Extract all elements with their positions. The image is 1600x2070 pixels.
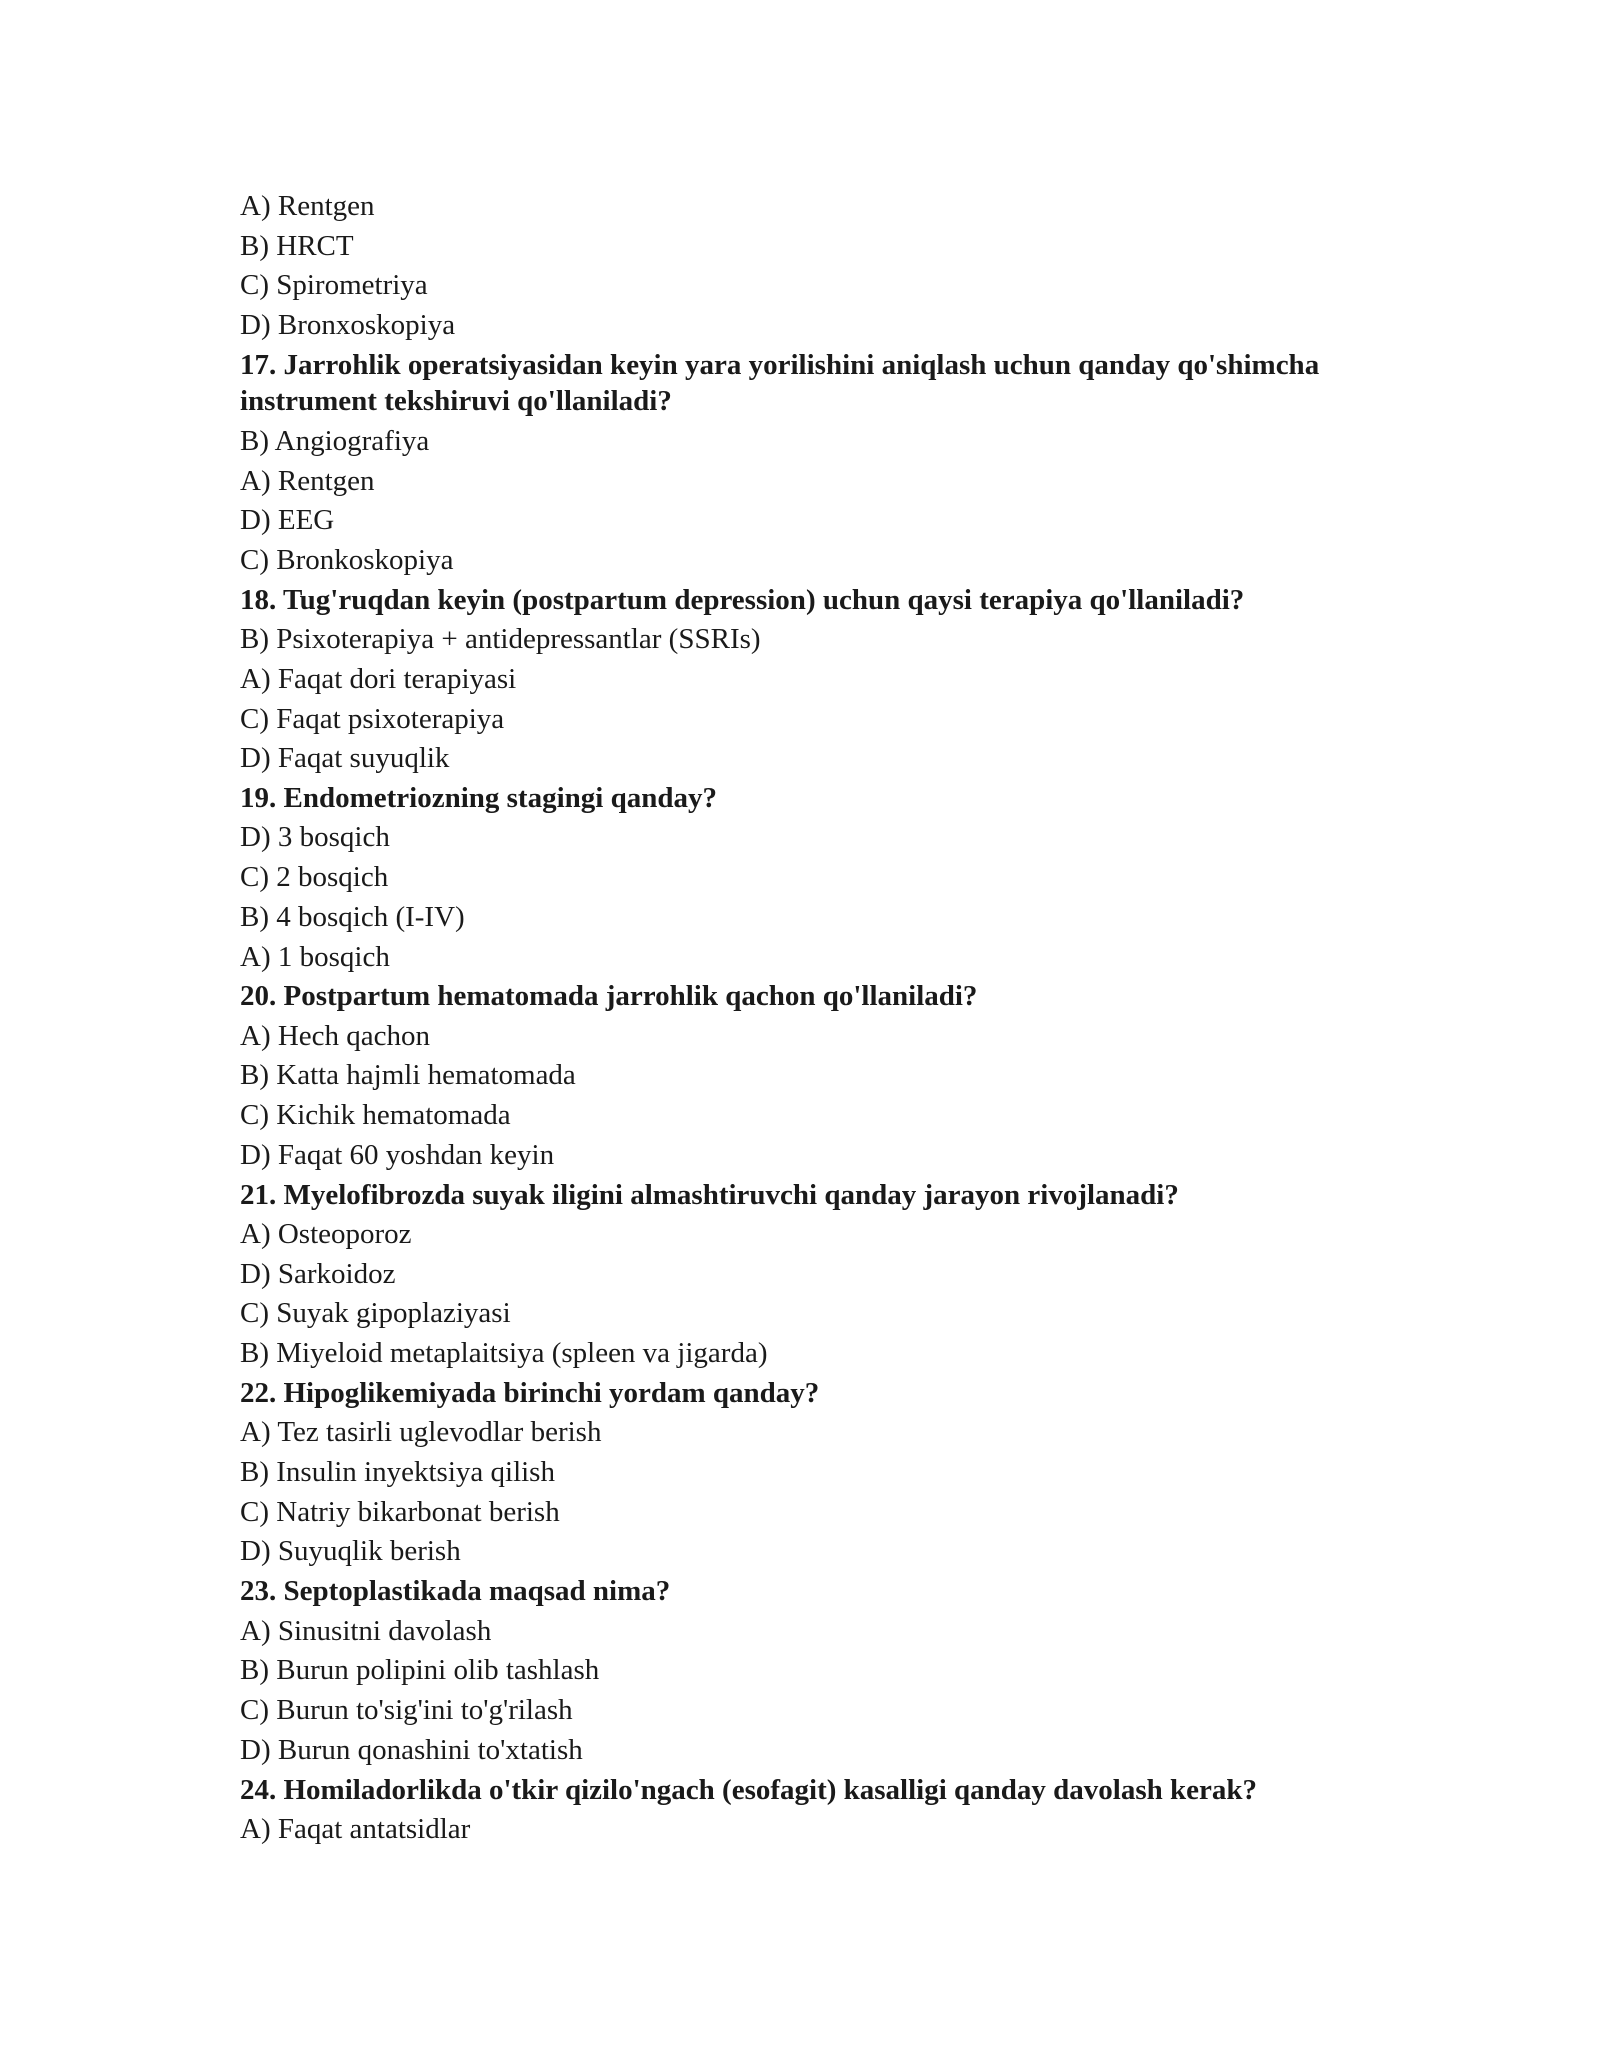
option-line: A) Osteoporoz bbox=[240, 1218, 412, 1251]
option-line: B) Psixoterapiya + antidepressantlar (SSRIs) bbox=[240, 623, 761, 656]
option-line: B) Katta hajmli hematomada bbox=[240, 1059, 576, 1092]
question-heading: 17. Jarrohlik operatsiyasidan keyin yara yorilishini aniqlash uchun qanday qo'shimcha instrument tekshiruvi qo'llaniladi? bbox=[240, 348, 1320, 418]
question-heading: 21. Myelofibrozda suyak iligini almashtiruvchi qanday jarayon rivojlanadi? bbox=[240, 1178, 1179, 1211]
option-line: B) 4 bosqich (I-IV) bbox=[240, 900, 465, 933]
option-line: C) Burun to'sig'ini to'g'rilash bbox=[240, 1694, 573, 1727]
option-line: A) Sinusitni davolash bbox=[240, 1614, 492, 1647]
option-line: C) Faqat psixoterapiya bbox=[240, 702, 505, 735]
option-line: A) Faqat dori terapiyasi bbox=[240, 662, 517, 695]
option-line: B) Burun polipini olib tashlash bbox=[240, 1654, 600, 1687]
option-line: D) Suyuqlik berish bbox=[240, 1535, 461, 1568]
option-line: C) Spirometriya bbox=[240, 269, 428, 302]
question-heading: 22. Hipoglikemiyada birinchi yordam qanday? bbox=[240, 1376, 820, 1409]
question-heading: 18. Tug'ruqdan keyin (postpartum depression) uchun qaysi terapiya qo'llaniladi? bbox=[240, 583, 1245, 616]
option-line: B) Angiografiya bbox=[240, 424, 430, 457]
option-line: C) Suyak gipoplaziyasi bbox=[240, 1297, 511, 1330]
option-line: A) Tez tasirli uglevodlar berish bbox=[240, 1416, 602, 1449]
option-line: A) Rentgen bbox=[240, 464, 375, 497]
option-line: A) Hech qachon bbox=[240, 1019, 431, 1052]
option-line: A) Faqat antatsidlar bbox=[240, 1813, 471, 1845]
document-page bbox=[240, 187, 1430, 1850]
option-line: C) Natriy bikarbonat berish bbox=[240, 1495, 560, 1528]
option-line: C) Bronkoskopiya bbox=[240, 543, 454, 576]
option-line: D) Faqat suyuqlik bbox=[240, 742, 450, 775]
option-line: D) 3 bosqich bbox=[240, 821, 390, 854]
option-line: D) EEG bbox=[240, 504, 335, 537]
question-heading: 19. Endometriozning stagingi qanday? bbox=[240, 781, 717, 814]
option-line: A) 1 bosqich bbox=[240, 940, 390, 973]
option-line: B) HRCT bbox=[240, 229, 354, 262]
option-line: D) Burun qonashini to'xtatish bbox=[240, 1733, 583, 1766]
option-line: B) Insulin inyektsiya qilish bbox=[240, 1456, 555, 1489]
option-line: D) Sarkoidoz bbox=[240, 1257, 396, 1290]
option-line: D) Faqat 60 yoshdan keyin bbox=[240, 1138, 555, 1171]
question-heading: 20. Postpartum hematomada jarrohlik qachon qo'llaniladi? bbox=[240, 980, 978, 1013]
option-line: C) 2 bosqich bbox=[240, 861, 389, 894]
option-line: A) Rentgen bbox=[240, 190, 375, 222]
question-heading: 24. Homiladorlikda o'tkir qizilo'ngach (esofagit) kasalligi qanday davolash kerak? bbox=[240, 1773, 1258, 1806]
option-line: D) Bronxoskopiya bbox=[240, 309, 456, 342]
option-line: C) Kichik hematomada bbox=[240, 1099, 511, 1132]
question-heading: 23. Septoplastikada maqsad nima? bbox=[240, 1575, 671, 1608]
option-line: B) Miyeloid metaplaitsiya (spleen va jigarda) bbox=[240, 1337, 768, 1370]
